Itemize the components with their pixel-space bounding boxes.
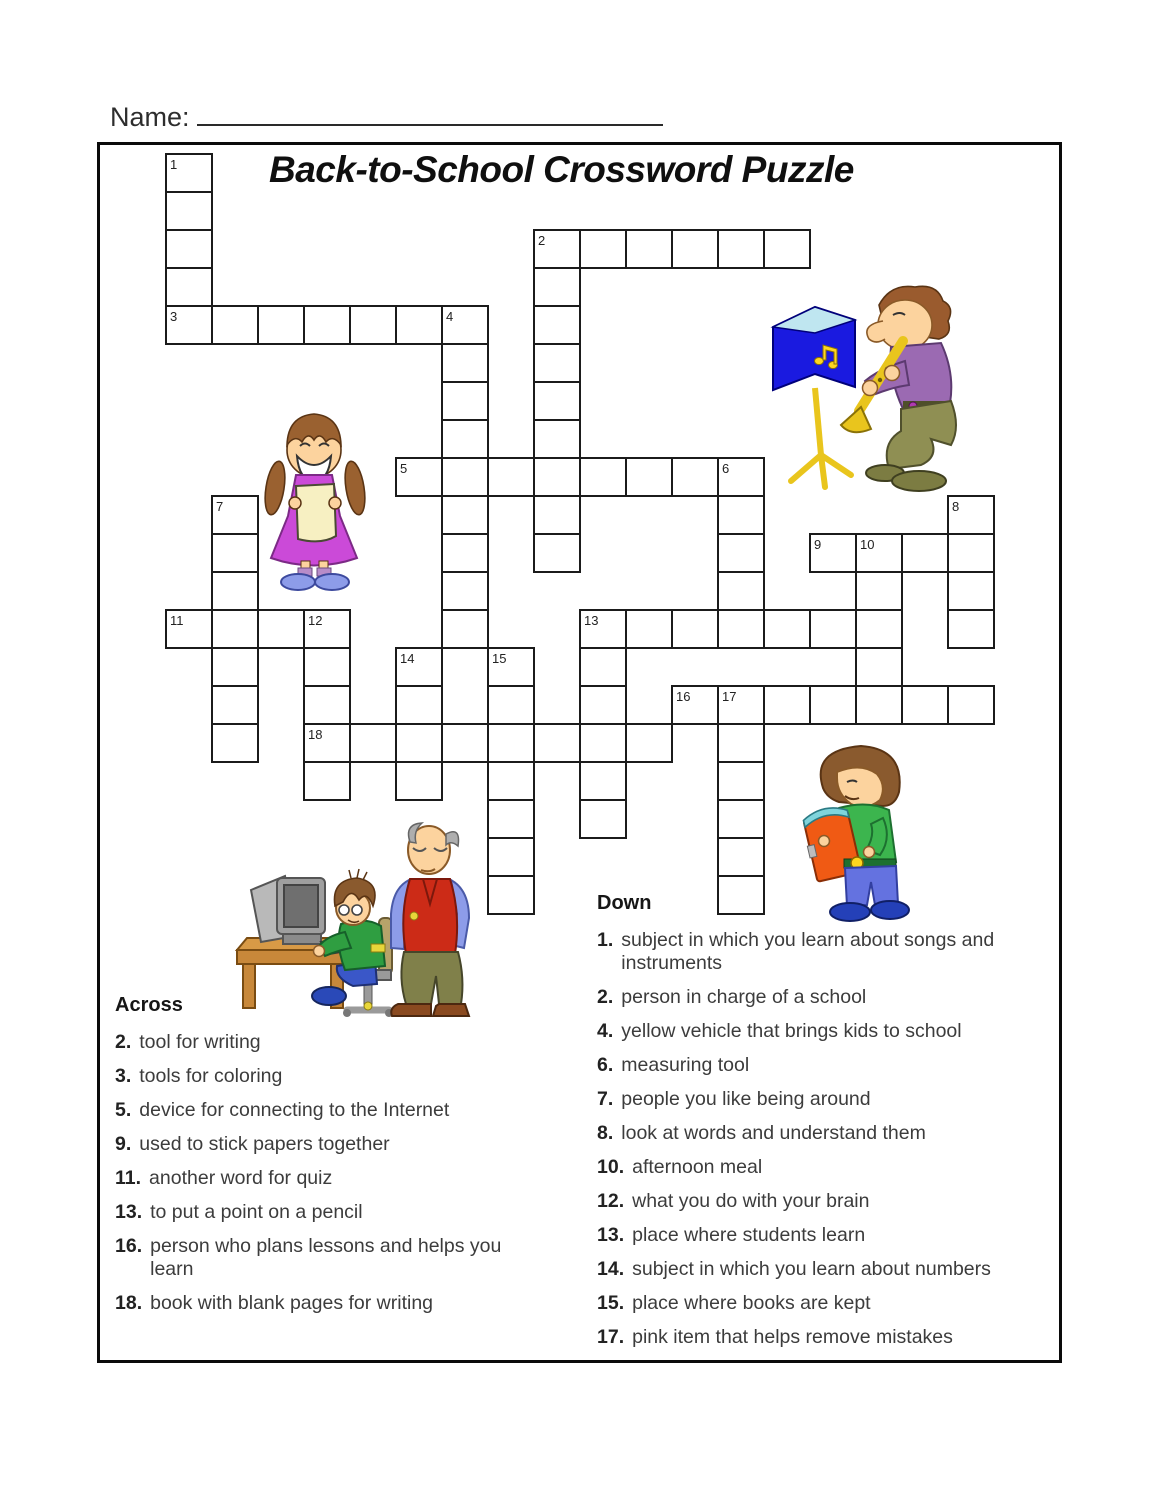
crossword-cell[interactable] (763, 229, 811, 269)
reader-hand-right (864, 847, 875, 858)
crossword-cell-13[interactable] (579, 609, 627, 649)
crossword-cell[interactable] (809, 609, 857, 649)
crossword-cell[interactable] (395, 723, 443, 763)
clue-text: subject in which you learn about songs and instruments (621, 929, 995, 974)
crossword-cell-15[interactable] (487, 647, 535, 687)
girl-shoe-left (281, 574, 315, 590)
crossword-cell[interactable] (717, 837, 765, 877)
crossword-cell[interactable] (717, 229, 765, 269)
clue-text: subject in which you learn about numbers (632, 1258, 991, 1280)
crossword-cell-11[interactable] (165, 609, 213, 649)
cell-number: 15 (492, 651, 507, 666)
clue-text: people you like being around (621, 1088, 871, 1110)
boy-armband (371, 944, 385, 952)
crossword-cell[interactable] (487, 457, 535, 497)
clue-number: 14. (597, 1258, 625, 1280)
crossword-cell[interactable] (257, 609, 305, 649)
clue-text: look at words and understand them (621, 1122, 926, 1144)
clue-item (597, 1292, 1034, 1315)
name-fill-line[interactable] (197, 98, 663, 126)
crossword-cell[interactable] (717, 533, 765, 573)
reader-hand-left (819, 836, 830, 847)
crossword-cell-14[interactable] (395, 647, 443, 687)
crossword-cell[interactable] (349, 723, 397, 763)
crossword-cell[interactable] (533, 381, 581, 421)
clue-text: place where students learn (632, 1224, 866, 1246)
across-section (115, 993, 545, 1326)
cell-number: 17 (722, 689, 737, 704)
cell-number: 13 (584, 613, 599, 628)
cell-number: 18 (308, 727, 323, 742)
crossword-cell-7[interactable] (211, 495, 259, 535)
clue-number: 15. (597, 1292, 625, 1314)
crossword-cell-3[interactable] (165, 305, 213, 345)
cell-number: 8 (952, 499, 960, 514)
clue-number: 4. (597, 1020, 614, 1042)
crossword-cell-1[interactable] (165, 153, 213, 193)
crossword-cell[interactable] (855, 609, 903, 649)
crossword-cell[interactable] (763, 609, 811, 649)
crossword-cell[interactable] (487, 685, 535, 725)
clue-text: tools for coloring (139, 1065, 283, 1087)
clue-number: 2. (597, 986, 614, 1008)
clue-number: 12. (597, 1190, 625, 1212)
crossword-cell-5[interactable] (395, 457, 443, 497)
clue-item (597, 1088, 1034, 1111)
clue-number: 16. (115, 1235, 143, 1257)
crossword-cell[interactable] (947, 609, 995, 649)
crossword-cell[interactable] (579, 723, 627, 763)
crossword-cell-10[interactable] (855, 533, 903, 573)
crossword-cell[interactable] (211, 723, 259, 763)
crossword-cell[interactable] (855, 685, 903, 725)
crossword-cell[interactable] (211, 305, 259, 345)
crossword-cell[interactable] (717, 723, 765, 763)
clue-item (115, 1065, 545, 1088)
crossword-cell[interactable] (395, 685, 443, 725)
crossword-cell[interactable] (671, 609, 719, 649)
clue-text: another word for quiz (149, 1167, 333, 1189)
clue-item (115, 1235, 545, 1281)
clue-number: 8. (597, 1122, 614, 1144)
clue-number: 18. (115, 1292, 143, 1314)
crossword-cell[interactable] (717, 571, 765, 611)
clue-number: 6. (597, 1054, 614, 1076)
clue-text: person in charge of a school (621, 986, 867, 1008)
clue-item (115, 1201, 545, 1224)
crossword-cell[interactable] (625, 229, 673, 269)
crossword-cell[interactable] (211, 685, 259, 725)
clarinet-key-2 (878, 378, 882, 382)
crossword-cell[interactable] (533, 343, 581, 383)
crossword-cell[interactable] (625, 457, 673, 497)
cell-number: 2 (538, 233, 546, 248)
crossword-cell-16[interactable] (671, 685, 719, 725)
crossword-cell[interactable] (579, 761, 627, 801)
clue-item (115, 1292, 545, 1315)
man-hand-right (885, 366, 900, 381)
down-header: Down (597, 892, 652, 914)
crossword-cell-17[interactable] (717, 685, 765, 725)
cell-number: 9 (814, 537, 822, 552)
crossword-cell[interactable] (441, 495, 489, 535)
grandpa-watch (410, 912, 418, 920)
cell-number: 16 (676, 689, 691, 704)
crossword-cell[interactable] (717, 799, 765, 839)
crossword-cell[interactable] (165, 229, 213, 269)
crossword-cell[interactable] (901, 685, 949, 725)
man-hand-left (863, 381, 878, 396)
crossword-cell[interactable] (533, 457, 581, 497)
clue-number: 5. (115, 1099, 132, 1121)
crossword-cell[interactable] (717, 609, 765, 649)
name-label: Name: (110, 102, 190, 132)
name-row (110, 98, 663, 133)
cell-number: 4 (446, 309, 454, 324)
clue-number: 13. (115, 1201, 143, 1223)
crossword-cell[interactable] (165, 191, 213, 231)
crossword-cell[interactable] (671, 457, 719, 497)
crossword-cell[interactable] (579, 685, 627, 725)
crossword-cell[interactable] (579, 647, 627, 687)
clue-text: measuring tool (621, 1054, 750, 1076)
clue-text: person who plans lessons and helps you learn (150, 1235, 502, 1280)
clue-item (597, 1190, 1034, 1213)
clue-text: tool for writing (139, 1031, 261, 1053)
girl-pigtail-right (342, 460, 368, 516)
clue-item (597, 1020, 1034, 1043)
clue-number: 13. (597, 1224, 625, 1246)
clue-item (597, 1122, 1034, 1145)
crossword-cell-2[interactable] (533, 229, 581, 269)
clue-number: 3. (115, 1065, 132, 1087)
cell-number: 5 (400, 461, 408, 476)
cell-number: 3 (170, 309, 178, 324)
cell-number: 1 (170, 157, 178, 172)
crossword-cell[interactable] (947, 571, 995, 611)
crossword-cell[interactable] (257, 305, 305, 345)
grandpa-hair-right (446, 832, 459, 846)
crossword-cell[interactable] (441, 457, 489, 497)
crossword-cell[interactable] (165, 267, 213, 307)
crossword-cell[interactable] (487, 761, 535, 801)
clue-item (115, 1133, 545, 1156)
crossword-cell[interactable] (211, 647, 259, 687)
boy-hand (314, 946, 325, 957)
down-clue-list (597, 929, 1034, 1349)
crossword-cell[interactable] (625, 609, 673, 649)
crossword-cell[interactable] (533, 267, 581, 307)
clue-item (597, 1054, 1034, 1077)
clue-item (597, 1258, 1034, 1281)
girl-pigtail-left (262, 460, 288, 516)
crossword-cell[interactable] (533, 305, 581, 345)
crossword-cell[interactable] (533, 533, 581, 573)
clue-number: 1. (597, 929, 614, 951)
crossword-cell[interactable] (349, 305, 397, 345)
crossword-cell[interactable] (947, 685, 995, 725)
clarinet-player-clipart (763, 281, 961, 496)
cell-number: 12 (308, 613, 323, 628)
clue-text: device for connecting to the Internet (139, 1099, 450, 1121)
clue-item (597, 929, 1034, 975)
crossword-cell[interactable] (441, 343, 489, 383)
girl-paper (296, 484, 336, 541)
crossword-cell[interactable] (717, 495, 765, 535)
crossword-cell-8[interactable] (947, 495, 995, 535)
crossword-cell-9[interactable] (809, 533, 857, 573)
cell-number: 6 (722, 461, 730, 476)
page-title: Back-to-School Crossword Puzzle (269, 149, 854, 190)
clue-text: yellow vehicle that brings kids to school (621, 1020, 962, 1042)
crossword-cell[interactable] (717, 761, 765, 801)
clue-text: place where books are kept (632, 1292, 871, 1314)
crossword-cell[interactable] (441, 723, 489, 763)
crossword-cell[interactable] (395, 761, 443, 801)
clue-text: used to stick papers together (139, 1133, 390, 1155)
boy-glasses-right (352, 905, 362, 915)
stand-pole (815, 388, 821, 455)
crossword-cell[interactable] (303, 305, 351, 345)
cell-number: 14 (400, 651, 415, 666)
clue-number: 7. (597, 1088, 614, 1110)
cell-number: 10 (860, 537, 875, 552)
crossword-cell[interactable] (487, 723, 535, 763)
clue-item (597, 986, 1034, 1009)
crossword-cell[interactable] (303, 761, 351, 801)
cell-number: 11 (170, 613, 184, 628)
girl-holding-paper-clipart (261, 398, 368, 591)
grandfather (391, 823, 469, 1016)
crossword-cell-6[interactable] (717, 457, 765, 497)
crossword-cell[interactable] (487, 799, 535, 839)
stand-tripod (791, 455, 851, 487)
clue-item (597, 1224, 1034, 1247)
crossword-cell[interactable] (441, 419, 489, 459)
crossword-cell[interactable] (625, 723, 673, 763)
clue-item (115, 1031, 545, 1054)
clue-number: 9. (115, 1133, 132, 1155)
crossword-cell[interactable] (579, 799, 627, 839)
down-section (597, 891, 1034, 1360)
clue-text: what you do with your brain (632, 1190, 870, 1212)
clue-item (597, 1156, 1034, 1179)
girl-hand-right (329, 497, 341, 509)
crossword-cell[interactable] (947, 533, 995, 573)
crossword-cell[interactable] (441, 571, 489, 611)
crossword-cell[interactable] (533, 495, 581, 535)
crt-monitor (251, 876, 325, 944)
crossword-cell[interactable] (441, 609, 489, 649)
crossword-cell[interactable] (395, 305, 443, 345)
crossword-cell[interactable] (441, 381, 489, 421)
crossword-cell[interactable] (763, 685, 811, 725)
crossword-cell[interactable] (579, 229, 627, 269)
man-nose (867, 321, 885, 342)
man-pants (887, 401, 956, 469)
crossword-cell[interactable] (303, 685, 351, 725)
clue-text: afternoon meal (632, 1156, 763, 1178)
crossword-cell[interactable] (901, 533, 949, 573)
crossword-cell[interactable] (441, 533, 489, 573)
crossword-cell[interactable] (211, 609, 259, 649)
clarinet-bell (841, 407, 871, 432)
crossword-cell[interactable] (211, 533, 259, 573)
crossword-cell[interactable] (533, 723, 581, 763)
clue-item (115, 1167, 545, 1190)
girl-hand-left (289, 497, 301, 509)
clue-number: 17. (597, 1326, 625, 1348)
crossword-cell[interactable] (533, 419, 581, 459)
clue-item (115, 1099, 545, 1122)
man-shoe-front (892, 471, 946, 491)
cell-number: 7 (216, 499, 224, 514)
across-clue-list (115, 1031, 545, 1315)
clue-number: 10. (597, 1156, 625, 1178)
boy-at-computer-with-grandfather-clipart (233, 818, 480, 1020)
crossword-cell[interactable] (487, 837, 535, 877)
clue-text: to put a point on a pencil (150, 1201, 363, 1223)
crossword-cell[interactable] (303, 647, 351, 687)
crossword-cell-12[interactable] (303, 609, 351, 649)
clue-text: book with blank pages for writing (150, 1292, 434, 1314)
crossword-cell[interactable] (487, 875, 535, 915)
crossword-cell[interactable] (671, 229, 719, 269)
boy-glasses-left (339, 905, 349, 915)
crossword-cell[interactable] (809, 685, 857, 725)
clue-item (597, 1326, 1034, 1349)
crossword-cell[interactable] (579, 457, 627, 497)
clue-text: pink item that helps remove mistakes (632, 1326, 953, 1348)
crossword-cell-4[interactable] (441, 305, 489, 345)
girl-shoe-right (315, 574, 349, 590)
crossword-cell[interactable] (211, 571, 259, 611)
clue-number: 2. (115, 1031, 132, 1053)
crossword-cell[interactable] (855, 571, 903, 611)
crossword-cell[interactable] (855, 647, 903, 687)
across-header: Across (115, 994, 183, 1016)
crossword-cell-18[interactable] (303, 723, 351, 763)
clue-number: 11. (115, 1167, 142, 1189)
